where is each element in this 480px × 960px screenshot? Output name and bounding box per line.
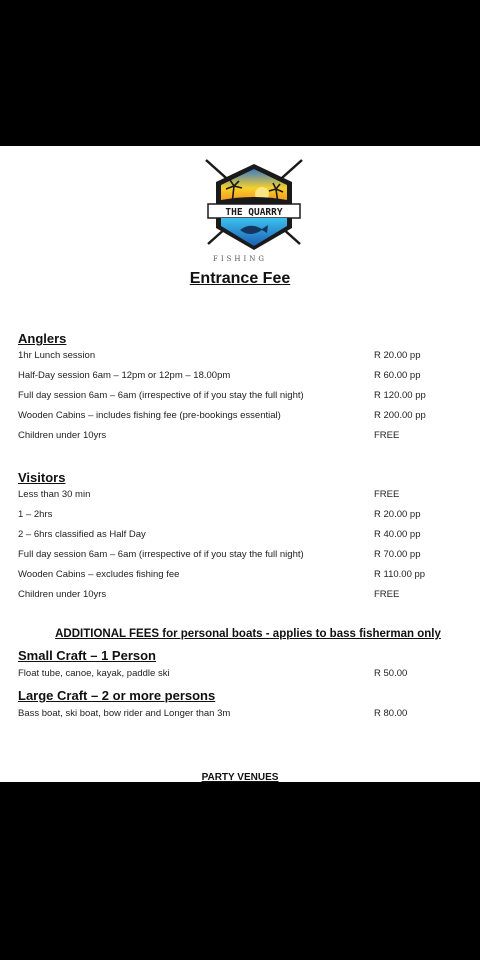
item-price: FREE [374, 489, 400, 500]
page-title: Entrance Fee [189, 270, 291, 287]
list-item [18, 668, 458, 682]
item-description: Full day session 6am – 6am (irrespective of if you stay the full night) [18, 549, 304, 560]
item-price: R 20.00 pp [374, 350, 421, 361]
item-description: Half-Day session 6am – 12pm or 12pm – 18.00pm [18, 370, 231, 381]
item-description: Wooden Cabins – excludes fishing fee [18, 569, 180, 580]
list-item [18, 370, 458, 384]
list-item [18, 569, 458, 583]
the-quarry-logo [204, 158, 304, 266]
svg-text:THE QUARRY: THE QUARRY [225, 207, 283, 218]
item-description: Less than 30 min [18, 489, 91, 500]
list-item [18, 390, 458, 404]
item-description: Children under 10yrs [18, 430, 107, 441]
large-craft-heading: Large Craft – 2 or more persons [18, 688, 216, 703]
item-price: FREE [374, 430, 400, 441]
item-price: FREE [374, 589, 400, 600]
item-description: Full day session 6am – 6am (irrespective of if you stay the full night) [18, 390, 304, 401]
item-description: Bass boat, ski boat, bow rider and Longer than 3m [18, 708, 231, 719]
anglers-heading: Anglers [18, 331, 67, 346]
list-item [18, 350, 458, 364]
item-price: R 50.00 [374, 668, 408, 679]
item-description: 1hr Lunch session [18, 350, 96, 361]
list-item [18, 509, 458, 523]
list-item [18, 430, 458, 444]
item-description: Wooden Cabins – includes fishing fee (pre-bookings essential) [18, 410, 281, 421]
item-description: 2 – 6hrs classified as Half Day [18, 529, 146, 540]
item-price: R 20.00 pp [374, 509, 421, 520]
list-item [18, 410, 458, 424]
item-price: R 80.00 [374, 708, 408, 719]
additional-fees-heading: ADDITIONAL FEES for personal boats - applies to bass fisherman only [55, 628, 441, 640]
list-item [18, 589, 458, 603]
item-description: Children under 10yrs [18, 589, 107, 600]
list-item [18, 549, 458, 563]
price-list-document [0, 146, 480, 782]
item-price: R 200.00 pp [374, 410, 426, 421]
item-description: Float tube, canoe, kayak, paddle ski [18, 668, 170, 679]
visitors-heading: Visitors [18, 470, 66, 485]
item-price: R 40.00 pp [374, 529, 421, 540]
small-craft-heading: Small Craft – 1 Person [18, 648, 156, 663]
item-price: R 70.00 pp [374, 549, 421, 560]
item-description: 1 – 2hrs [18, 509, 53, 520]
item-price: R 120.00 pp [374, 390, 426, 401]
logo-subtitle: FISHING [212, 255, 267, 263]
item-price: R 110.00 pp [374, 569, 426, 580]
list-item [18, 708, 458, 722]
list-item [18, 489, 458, 503]
list-item [18, 529, 458, 543]
party-venues-heading: PARTY VENUES [201, 772, 279, 782]
item-price: R 60.00 pp [374, 370, 421, 381]
